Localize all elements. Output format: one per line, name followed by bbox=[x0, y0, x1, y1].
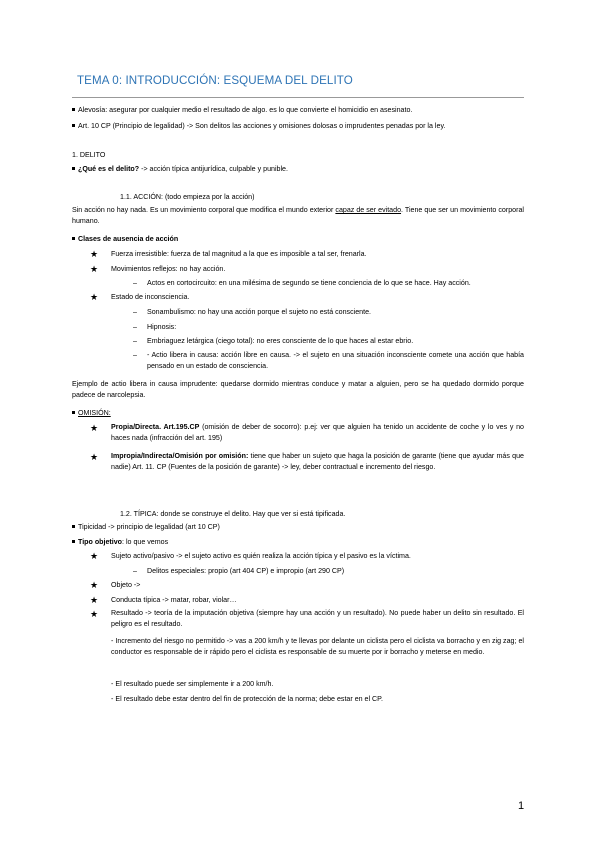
dash-bullet-icon: – bbox=[133, 351, 137, 359]
star-bullet-icon: ★ bbox=[90, 580, 99, 590]
tipicidad-line: Tipicidad -> principio de legalidad (art 10 CP) bbox=[72, 522, 220, 533]
tipo-objetivo-line: Tipo objetivo: lo que vemos bbox=[72, 537, 168, 548]
square-bullet-icon bbox=[72, 124, 75, 127]
star-bullet-icon: ★ bbox=[90, 609, 99, 619]
star-bullet-icon: ★ bbox=[90, 249, 99, 259]
square-bullet-icon bbox=[72, 540, 75, 543]
sub-list-item: Embriaguez letárgica (ciego total): no eres consciente de lo que haces al estar ebrio. bbox=[147, 337, 414, 345]
title-rule bbox=[72, 97, 524, 98]
dash-bullet-icon: – bbox=[133, 567, 137, 575]
resultado-note: - El resultado puede ser simplemente ir a 200 km/h. bbox=[111, 680, 274, 688]
clases-heading: Clases de ausencia de acción bbox=[72, 234, 178, 245]
section-heading-tipica: 1.2. TÍPICA: donde se construye el delito. Hay que ver si está tipificada. bbox=[120, 510, 346, 518]
square-bullet-icon bbox=[72, 167, 75, 170]
list-item: Objeto -> bbox=[111, 581, 141, 589]
square-bullet-icon bbox=[72, 237, 75, 240]
square-bullet-icon bbox=[72, 525, 75, 528]
list-item: Sujeto activo/pasivo -> el sujeto activo es quién realiza la acción típica y el pasivo es la víctima. bbox=[111, 552, 411, 560]
ejemplo-paragraph: Ejemplo de actio libera in causa imprudente: quedarse dormido mientras conduce y matar a alguien, pero se ha quedado dormido porque padece de narcolepsia. bbox=[72, 380, 524, 399]
star-bullet-icon: ★ bbox=[90, 551, 99, 561]
sub-list-item: Actos en cortocircuito: en una milésima de segundo se tiene conciencia de lo que se hace. Hay acción. bbox=[147, 279, 471, 287]
sub-list-item: Delitos especiales: propio (art 404 CP) e impropio (art 290 CP) bbox=[147, 567, 345, 575]
omision-heading: OMISIÓN: bbox=[72, 408, 111, 419]
page-title: TEMA 0: INTRODUCCIÓN: ESQUEMA DEL DELITO bbox=[77, 74, 353, 87]
omision-item: Propia/Directa. Art.195.CP (omisión de deber de socorro): p.ej: ver que alguien ha tenido un accidente de coche y lo ves y no haces nada (infracción del art. 195) bbox=[111, 423, 524, 442]
accion-paragraph: Sin acción no hay nada. Es un movimiento corporal que modifica el mundo exterior capaz de ser evitado. Tiene que ser un movimiento corporal humano. bbox=[72, 206, 524, 225]
delito-question: ¿Qué es el delito? -> acción típica antijurídica, culpable y punible. bbox=[72, 164, 288, 175]
resultado-note: - El resultado debe estar dentro del fin de protección de la norma; debe estar en el CP. bbox=[111, 695, 383, 703]
intro-line-1: Alevosía: asegurar por cualquier medio el resultado de algo. es lo que convierte el homicidio en asesinato. bbox=[72, 105, 412, 116]
dash-bullet-icon: – bbox=[133, 323, 137, 331]
star-bullet-icon: ★ bbox=[90, 292, 99, 302]
sub-list-item: Sonambulismo: no hay una acción porque el sujeto no está consciente. bbox=[147, 308, 371, 316]
sub-list-item: - Actio libera in causa: acción libre en causa. -> el sujeto en una situación inconsciente comete una acción que había pensado en un estado de consciencia. bbox=[147, 351, 524, 370]
dash-bullet-icon: – bbox=[133, 337, 137, 345]
resultado-note: - Incremento del riesgo no permitido -> vas a 200 km/h y te llevas por delante un ciclista pero el ciclista va borracho y en zig zag; el conductor es responsable de ir rápido pero el ciclista es responsable de su muerte por ir borracho y meterse en medio. bbox=[111, 637, 524, 656]
list-item: Movimientos reflejos: no hay acción. bbox=[111, 265, 226, 273]
star-bullet-icon: ★ bbox=[90, 423, 99, 433]
star-bullet-icon: ★ bbox=[90, 595, 99, 605]
star-bullet-icon: ★ bbox=[90, 264, 99, 274]
intro-line-2: Art. 10 CP (Principio de legalidad) -> Son delitos las acciones y omisiones dolosas o imprudentes penadas por la ley. bbox=[72, 121, 445, 132]
dash-bullet-icon: – bbox=[133, 279, 137, 287]
section-heading-accion: 1.1. ACCIÓN: (todo empieza por la acción) bbox=[120, 193, 255, 201]
square-bullet-icon bbox=[72, 411, 75, 414]
sub-list-item: Hipnosis: bbox=[147, 323, 177, 331]
list-item: Resultado -> teoría de la imputación objetiva (siempre hay una acción y un resultado). No puede haber un delito sin resultado. El peligro es el resultado. bbox=[111, 609, 524, 628]
star-bullet-icon: ★ bbox=[90, 452, 99, 462]
list-item: Fuerza irresistible: fuerza de tal magnitud a la que es imposible a tal ser, frenarla. bbox=[111, 250, 367, 258]
page-number: 1 bbox=[518, 800, 525, 812]
omision-item: Impropia/Indirecta/Omisión por omisión: tiene que haber un sujeto que haga la posición de garante (tiene que ayudar más que nadie) Art. 11. CP (Fuentes de la posición de garante) -> ley, deber contractual e incremento del riesgo. bbox=[111, 452, 524, 471]
dash-bullet-icon: – bbox=[133, 308, 137, 316]
list-item: Estado de inconsciencia. bbox=[111, 293, 190, 301]
section-heading-delito: 1. DELITO bbox=[72, 151, 106, 159]
list-item: Conducta típica -> matar, robar, violar… bbox=[111, 596, 237, 604]
square-bullet-icon bbox=[72, 108, 75, 111]
